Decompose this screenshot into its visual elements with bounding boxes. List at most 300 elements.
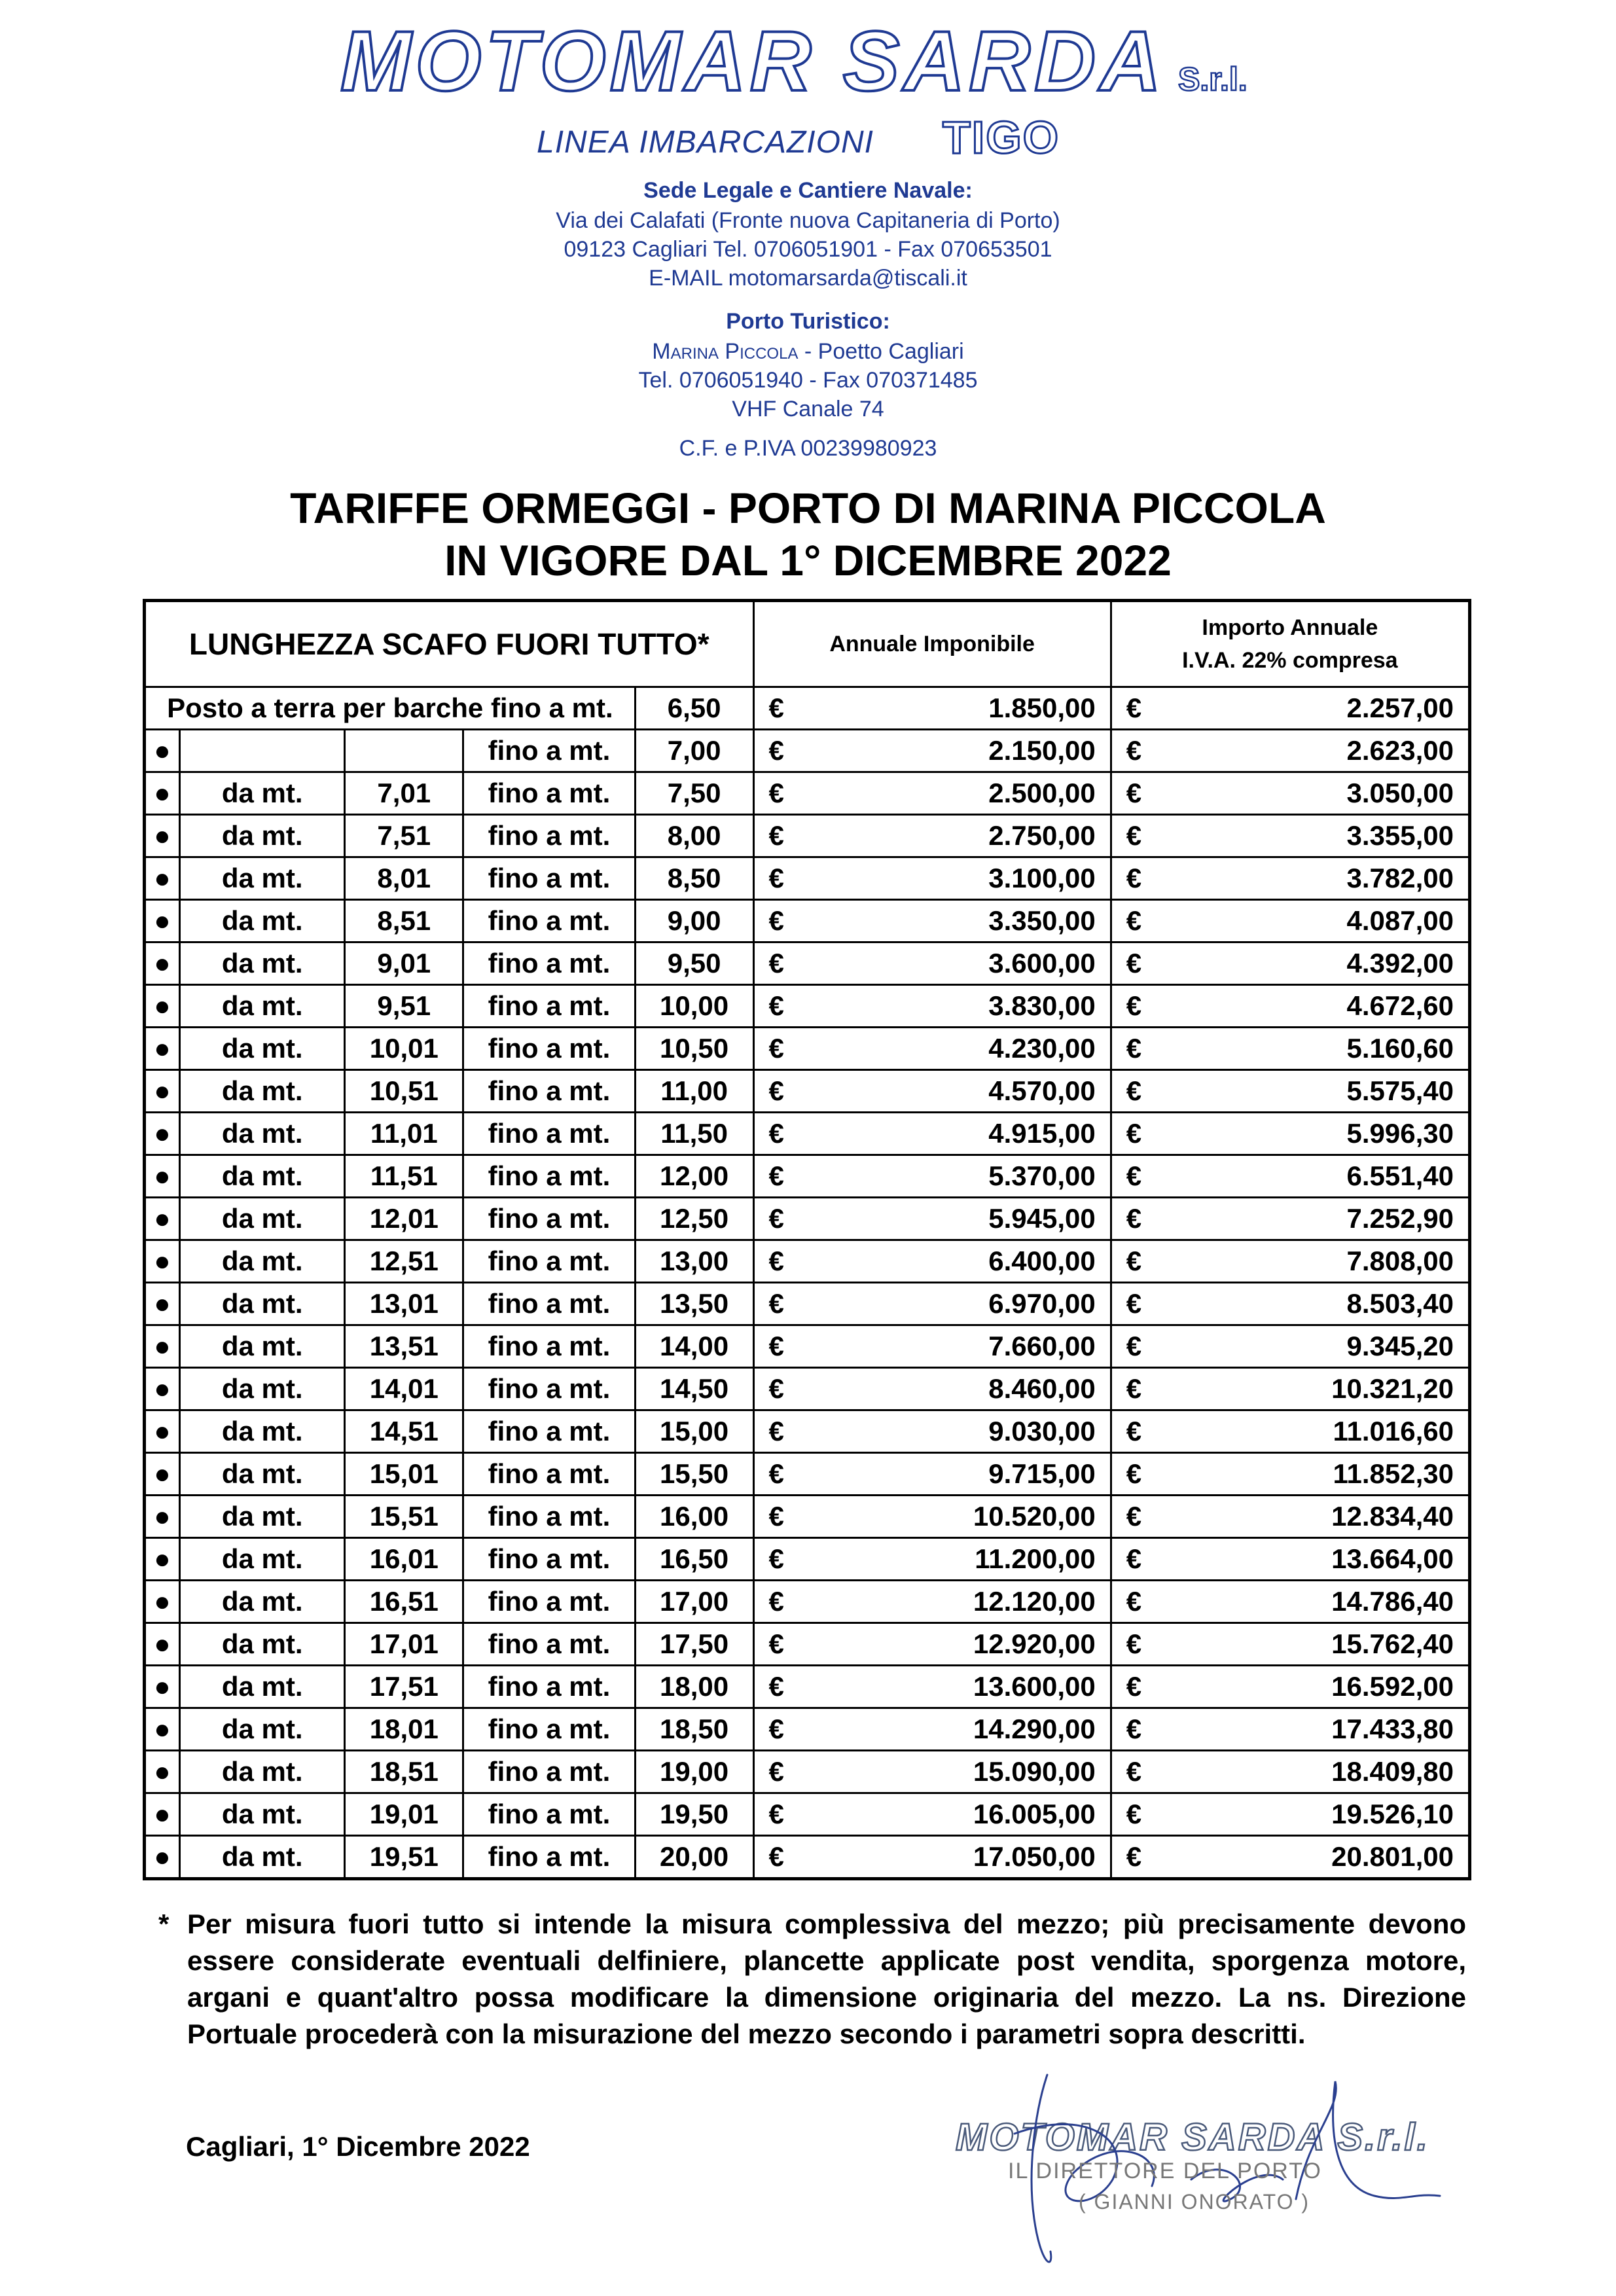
total-value: 5.160,60 [1346,1033,1454,1064]
row-to-value: 16,50 [635,1538,753,1581]
row-total [1111,942,1469,985]
currency-symbol: € [1126,1416,1142,1446]
hq-address: Via dei Calafati (Fronte nuova Capitaneria di Porto) [556,208,1060,233]
director-title: IL DIRETTORE DEL PORTO [1008,2159,1322,2183]
currency-symbol: € [1126,1628,1142,1659]
row-from-value: 8,01 [345,857,463,900]
row-from-label: da mt. [179,942,344,985]
currency-symbol: € [768,1331,784,1361]
row-to-value: 19,00 [635,1751,753,1793]
annual-value: 3.100,00 [988,863,1096,893]
row-to-label: fino a mt. [463,1325,636,1368]
total-value: 2.623,00 [1346,735,1454,766]
currency-symbol: € [768,1543,784,1574]
currency-symbol: € [768,1586,784,1617]
row-annual [753,1496,1111,1538]
row-total [1111,1666,1469,1708]
row-to-label: fino a mt. [463,1581,636,1623]
currency-symbol: € [768,778,784,808]
currency-symbol: € [1126,1543,1142,1574]
row-bullet: ● [145,1453,180,1496]
currency-symbol: € [1126,692,1142,723]
total-value: 14.786,40 [1331,1586,1454,1617]
table-row [145,1751,1470,1793]
row-total [1111,772,1469,815]
row-from-label: da mt. [179,1623,344,1666]
currency-symbol: € [1126,1160,1142,1191]
annual-value: 5.370,00 [988,1160,1096,1191]
total-value: 12.834,40 [1331,1501,1454,1532]
row-bullet: ● [145,1113,180,1155]
row-to-label: fino a mt. [463,1538,636,1581]
annual-value: 3.830,00 [988,990,1096,1021]
row-bullet: ● [145,730,180,772]
row-from-label: da mt. [179,985,344,1028]
row-total [1111,1793,1469,1836]
row-annual [753,1581,1111,1623]
row-bullet: ● [145,1581,180,1623]
row-to-label: fino a mt. [463,985,636,1028]
total-value: 20.801,00 [1331,1841,1454,1872]
currency-symbol: € [1126,1671,1142,1702]
row-total [1111,815,1469,857]
row-to-label: fino a mt. [463,815,636,857]
row-bullet: ● [145,815,180,857]
row-annual [753,1283,1111,1325]
logo-company-text: MOTOMAR SARDA [340,13,1165,109]
annual-value: 2.150,00 [988,735,1096,766]
line-label: LINEA IMBARCAZIONI [537,125,874,160]
currency-symbol: € [768,1288,784,1319]
row-to-label: fino a mt. [463,730,636,772]
row-annual [753,1751,1111,1793]
table-row [145,1410,1470,1453]
annual-value: 4.570,00 [988,1075,1096,1106]
table-row [145,1793,1470,1836]
hq-phone: 09123 Cagliari Tel. 0706051901 - Fax 070653501 [564,237,1052,262]
annual-value: 3.350,00 [988,905,1096,936]
currency-symbol: € [1126,1799,1142,1829]
row-annual [753,985,1111,1028]
header-total-line1: Importo Annuale [1202,615,1378,640]
currency-symbol: € [768,1628,784,1659]
place-date: Cagliari, 1° Dicembre 2022 [186,2131,530,2162]
table-row [145,985,1470,1028]
row-bullet: ● [145,1155,180,1198]
row-annual [753,1538,1111,1581]
row-from-value: 7,01 [345,772,463,815]
row-bullet: ● [145,857,180,900]
row-bullet: ● [145,1028,180,1070]
director-name: ( GIANNI ONORATO ) [1079,2190,1310,2214]
row-annual [753,900,1111,942]
currency-symbol: € [1126,1373,1142,1404]
total-value: 11.852,30 [1333,1458,1454,1489]
annual-value: 4.915,00 [988,1118,1096,1149]
row-total [1111,900,1469,942]
row-annual [753,1028,1111,1070]
row-to-label: fino a mt. [463,772,636,815]
table-row [145,1113,1470,1155]
rates-table [143,599,1471,1880]
port-place: - Poetto Cagliari [798,339,964,364]
row-from-label: da mt. [179,1751,344,1793]
total-value: 5.996,30 [1346,1118,1454,1149]
row-to-value: 8,50 [635,857,753,900]
annual-value: 9.715,00 [988,1458,1096,1489]
first-row-to: 6,50 [635,687,753,730]
line-brand: TIGO [943,112,1060,163]
row-total [1111,730,1469,772]
row-to-label: fino a mt. [463,857,636,900]
row-bullet: ● [145,1410,180,1453]
table-row [145,1028,1470,1070]
table-row [145,1496,1470,1538]
row-to-value: 12,50 [635,1198,753,1240]
row-from-value: 9,51 [345,985,463,1028]
row-to-label: fino a mt. [463,1793,636,1836]
annual-value: 6.970,00 [988,1288,1096,1319]
row-bullet: ● [145,1496,180,1538]
row-total [1111,1113,1469,1155]
row-to-value: 7,00 [635,730,753,772]
annual-value: 14.290,00 [973,1713,1096,1744]
row-from-label: da mt. [179,1496,344,1538]
total-value: 16.592,00 [1331,1671,1454,1702]
currency-symbol: € [768,1075,784,1106]
total-value: 6.551,40 [1346,1160,1454,1191]
row-from-value: 11,51 [345,1155,463,1198]
port-vhf: VHF Canale 74 [732,397,884,422]
row-annual [753,730,1111,772]
currency-symbol: € [768,1458,784,1489]
annual-value: 12.920,00 [973,1628,1096,1659]
row-from-label: da mt. [179,1070,344,1113]
annual-value: 13.600,00 [973,1671,1096,1702]
currency-symbol: € [768,990,784,1021]
annual-value: 16.005,00 [973,1799,1096,1829]
currency-symbol: € [1126,948,1142,978]
row-from-value: 19,51 [345,1836,463,1879]
first-row-annual [753,687,1111,730]
total-value: 10.321,20 [1331,1373,1454,1404]
port-phone: Tel. 0706051940 - Fax 070371485 [638,368,978,393]
row-from-label: da mt. [179,1793,344,1836]
table-row [145,1070,1470,1113]
row-from-value: 8,51 [345,900,463,942]
stamp-company-text: MOTOMAR SARDA S.r.l. [956,2116,1429,2159]
row-total [1111,1070,1469,1113]
row-to-label: fino a mt. [463,1368,636,1410]
total-value: 3.782,00 [1346,863,1454,893]
currency-symbol: € [1126,1458,1142,1489]
row-annual [753,1623,1111,1666]
footnote [158,1906,1466,2053]
row-bullet: ● [145,985,180,1028]
row-from-value: 18,51 [345,1751,463,1793]
table-row [145,1368,1470,1410]
currency-symbol: € [768,820,784,851]
row-from-label: da mt. [179,900,344,942]
total-value: 17.433,80 [1331,1713,1454,1744]
row-total [1111,1028,1469,1070]
row-bullet: ● [145,1283,180,1325]
table-row [145,1240,1470,1283]
table-row [145,942,1470,985]
currency-symbol: € [768,1160,784,1191]
row-total [1111,857,1469,900]
row-to-label: fino a mt. [463,1751,636,1793]
row-total [1111,1240,1469,1283]
annual-value: 12.120,00 [973,1586,1096,1617]
row-to-label: fino a mt. [463,1453,636,1496]
currency-symbol: € [1126,1756,1142,1787]
row-bullet: ● [145,1368,180,1410]
table-row [145,730,1470,772]
header-total [1111,601,1469,687]
row-bullet: ● [145,1623,180,1666]
currency-symbol: € [768,948,784,978]
table-row [145,857,1470,900]
row-from-label: da mt. [179,815,344,857]
row-bullet: ● [145,1325,180,1368]
row-to-label: fino a mt. [463,1283,636,1325]
row-from-value: 10,01 [345,1028,463,1070]
row-annual [753,1793,1111,1836]
row-total [1111,1708,1469,1751]
row-from-value: 14,51 [345,1410,463,1453]
annual-value: 7.660,00 [988,1331,1096,1361]
footnote-star: * [158,1909,170,1939]
row-total [1111,1283,1469,1325]
row-annual [753,815,1111,857]
currency-symbol: € [768,1033,784,1064]
annual-value: 1.850,00 [988,692,1096,723]
row-total [1111,1538,1469,1581]
row-annual [753,942,1111,985]
row-annual [753,1070,1111,1113]
row-to-label: fino a mt. [463,900,636,942]
company-logo [327,13,1309,111]
row-to-value: 17,00 [635,1581,753,1623]
table-row [145,772,1470,815]
port-heading: Porto Turistico: [726,309,890,334]
annual-value: 2.500,00 [988,778,1096,808]
total-value: 19.526,10 [1331,1799,1454,1829]
row-total [1111,985,1469,1028]
row-from-label: da mt. [179,1581,344,1623]
annual-value: 3.600,00 [988,948,1096,978]
table-row [145,1666,1470,1708]
row-annual [753,1708,1111,1751]
table-row [145,1198,1470,1240]
row-to-value: 18,00 [635,1666,753,1708]
table-header-row [145,601,1470,687]
row-to-value: 12,00 [635,1155,753,1198]
annual-value: 9.030,00 [988,1416,1096,1446]
row-bullet: ● [145,1070,180,1113]
row-to-label: fino a mt. [463,1666,636,1708]
table-row [145,1325,1470,1368]
total-value: 4.672,60 [1346,990,1454,1021]
row-from-value: 17,51 [345,1666,463,1708]
row-to-value: 10,00 [635,985,753,1028]
currency-symbol: € [768,1118,784,1149]
page-title: TARIFFE ORMEGGI - PORTO DI MARINA PICCOLA [290,484,1326,532]
row-total [1111,1155,1469,1198]
row-bullet: ● [145,900,180,942]
row-to-label: fino a mt. [463,1070,636,1113]
currency-symbol: € [768,1756,784,1787]
currency-symbol: € [1126,990,1142,1021]
row-to-label: fino a mt. [463,1155,636,1198]
row-annual [753,1198,1111,1240]
vat-number: C.F. e P.IVA 00239980923 [679,436,937,461]
row-annual [753,1666,1111,1708]
row-from-value: 18,01 [345,1708,463,1751]
row-from-label: da mt. [179,1028,344,1070]
row-from-value: 19,01 [345,1793,463,1836]
total-value: 8.503,40 [1346,1288,1454,1319]
row-to-label: fino a mt. [463,1496,636,1538]
row-total [1111,1325,1469,1368]
row-bullet: ● [145,1538,180,1581]
currency-symbol: € [768,1373,784,1404]
header-total-line2: I.V.A. 22% compresa [1182,648,1398,673]
row-from-label: da mt. [179,857,344,900]
row-from-value: 9,01 [345,942,463,985]
port-name: Marina Piccola [652,339,799,364]
table-row [145,1538,1470,1581]
currency-symbol: € [768,905,784,936]
row-to-value: 17,50 [635,1623,753,1666]
total-value: 5.575,40 [1346,1075,1454,1106]
row-to-label: fino a mt. [463,1240,636,1283]
annual-value: 10.520,00 [973,1501,1096,1532]
row-bullet: ● [145,1240,180,1283]
currency-symbol: € [768,1416,784,1446]
row-to-value: 9,00 [635,900,753,942]
row-to-value: 14,00 [635,1325,753,1368]
row-total [1111,1581,1469,1623]
currency-symbol: € [1126,1841,1142,1872]
row-to-label: fino a mt. [463,1028,636,1070]
currency-symbol: € [1126,1586,1142,1617]
row-total [1111,1198,1469,1240]
row-to-value: 7,50 [635,772,753,815]
hq-email: E-MAIL motomarsarda@tiscali.it [649,266,967,291]
row-total [1111,1751,1469,1793]
row-total [1111,1496,1469,1538]
row-from-value: 16,01 [345,1538,463,1581]
row-from-value: 16,51 [345,1581,463,1623]
currency-symbol: € [768,1713,784,1744]
currency-symbol: € [768,1501,784,1532]
total-value: 13.664,00 [1331,1543,1454,1574]
row-to-value: 11,00 [635,1070,753,1113]
row-to-value: 10,50 [635,1028,753,1070]
row-from-label: da mt. [179,1155,344,1198]
row-annual [753,1836,1111,1879]
logo-suffix-text: S.r.l. [1178,61,1248,98]
row-to-value: 13,50 [635,1283,753,1325]
total-value: 11.016,60 [1333,1416,1454,1446]
annual-value: 6.400,00 [988,1246,1096,1276]
currency-symbol: € [1126,735,1142,766]
currency-symbol: € [1126,1203,1142,1234]
row-to-value: 20,00 [635,1836,753,1879]
row-from-value: 13,01 [345,1283,463,1325]
row-to-value: 13,00 [635,1240,753,1283]
row-from-value [345,730,463,772]
row-to-value: 15,00 [635,1410,753,1453]
row-annual [753,1155,1111,1198]
currency-symbol: € [1126,1246,1142,1276]
row-bullet: ● [145,1708,180,1751]
row-total [1111,1410,1469,1453]
annual-value: 5.945,00 [988,1203,1096,1234]
currency-symbol: € [768,1799,784,1829]
row-to-label: fino a mt. [463,1410,636,1453]
currency-symbol: € [768,863,784,893]
row-bullet: ● [145,1751,180,1793]
currency-symbol: € [1126,1075,1142,1106]
row-from-label: da mt. [179,1113,344,1155]
annual-value: 11.200,00 [975,1543,1096,1574]
table-row [145,900,1470,942]
currency-symbol: € [1126,1288,1142,1319]
total-value: 18.409,80 [1331,1756,1454,1787]
currency-symbol: € [768,1203,784,1234]
row-from-label: da mt. [179,1708,344,1751]
row-from-label: da mt. [179,1283,344,1325]
row-annual [753,1240,1111,1283]
row-to-value: 18,50 [635,1708,753,1751]
row-from-value: 11,01 [345,1113,463,1155]
currency-symbol: € [1126,905,1142,936]
total-value: 7.808,00 [1346,1246,1454,1276]
annual-value: 8.460,00 [988,1373,1096,1404]
row-from-label: da mt. [179,772,344,815]
row-annual [753,1410,1111,1453]
row-bullet: ● [145,1836,180,1879]
row-annual [753,1453,1111,1496]
currency-symbol: € [1126,820,1142,851]
total-value: 9.345,20 [1346,1331,1454,1361]
row-from-value: 12,01 [345,1198,463,1240]
currency-symbol: € [1126,1713,1142,1744]
row-annual [753,857,1111,900]
currency-symbol: € [768,692,784,723]
total-value: 4.087,00 [1346,905,1454,936]
table-row [145,815,1470,857]
row-from-value: 10,51 [345,1070,463,1113]
row-from-label: da mt. [179,1666,344,1708]
total-value: 15.762,40 [1331,1628,1454,1659]
row-to-value: 8,00 [635,815,753,857]
table-row [145,1708,1470,1751]
row-from-label: da mt. [179,1198,344,1240]
row-from-label: da mt. [179,1538,344,1581]
total-value: 4.392,00 [1346,948,1454,978]
total-value: 7.252,90 [1346,1203,1454,1234]
row-bullet: ● [145,1793,180,1836]
row-from-label: da mt. [179,1325,344,1368]
row-total [1111,1623,1469,1666]
currency-symbol: € [1126,1033,1142,1064]
row-from-label: da mt. [179,1368,344,1410]
row-from-label: da mt. [179,1453,344,1496]
